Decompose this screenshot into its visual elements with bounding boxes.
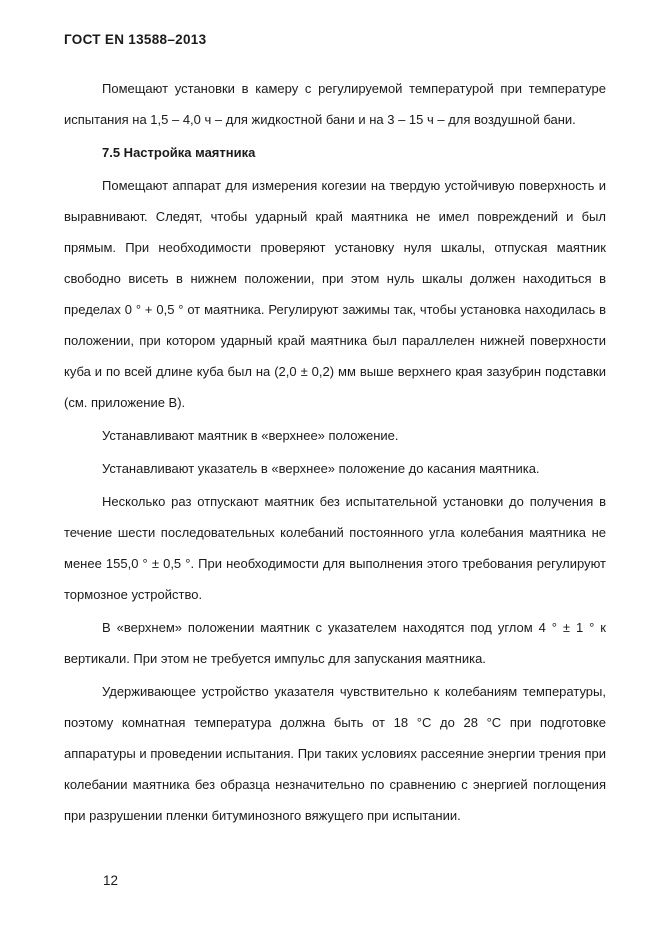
document-body [64, 73, 606, 831]
paragraph-pointer-upper: Устанавливают указатель в «верхнее» положение до касания маятника. [102, 461, 540, 476]
document-header: ГОСТ EN 13588–2013 [64, 32, 207, 47]
page-number: 12 [103, 873, 119, 888]
section-heading-7-5: 7.5 Настройка маятника [102, 145, 256, 160]
paragraph-conditioning: Помещают установки в камеру с регулируемой температурой при температуре испытания на 1,5 – 4,0 ч – для жидкостной бани и на 3 – 15 ч – для воздушной бани. [64, 81, 606, 127]
paragraph-upper-position-angle: В «верхнем» положении маятник с указателем находятся под углом 4 ° ± 1 ° к вертикали. При этом не требуется импульс для запускания маятника. [64, 620, 606, 666]
paragraph-pendulum-upper: Устанавливают маятник в «верхнее» положение. [102, 428, 399, 443]
paragraph-apparatus-setup: Помещают аппарат для измерения когезии на твердую устойчивую поверхность и выравнивают. Следят, чтобы ударный край маятника не имел повреждений и был прямым. При необходимости проверяют установку нуля шкалы, отпуская маятник свободно висеть в нижнем положении, при этом нуль шкалы должен находиться в пределах 0 ° + 0,5 ° от маятника. Регулируют зажимы так, чтобы установка находилась в положении, при котором ударный край маятника был параллелен нижней поверхности куба и по всей длине куба был на (2,0 ± 0,2) мм выше верхнего края зазубрин подставки (см. приложение В). [64, 178, 606, 410]
paragraph-temperature-sensitivity: Удерживающее устройство указателя чувствительно к колебаниям температуры, поэтому комнатная температура должна быть от 18 °С до 28 °С при подготовке аппаратуры и проведении испытания. При таких условиях рассеяние энергии трения при колебании маятника без образца незначительно по сравнению с энергией поглощения при разрушении пленки битуминозного вяжущего при испытании. [64, 684, 606, 823]
paragraph-release-pendulum: Несколько раз отпускают маятник без испытательной установки до получения в течение шести последовательных колебаний постоянного угла колебания маятника не менее 155,0 ° ± 0,5 °. При необходимости для выполнения этого требования регулируют тормозное устройство. [64, 494, 606, 602]
